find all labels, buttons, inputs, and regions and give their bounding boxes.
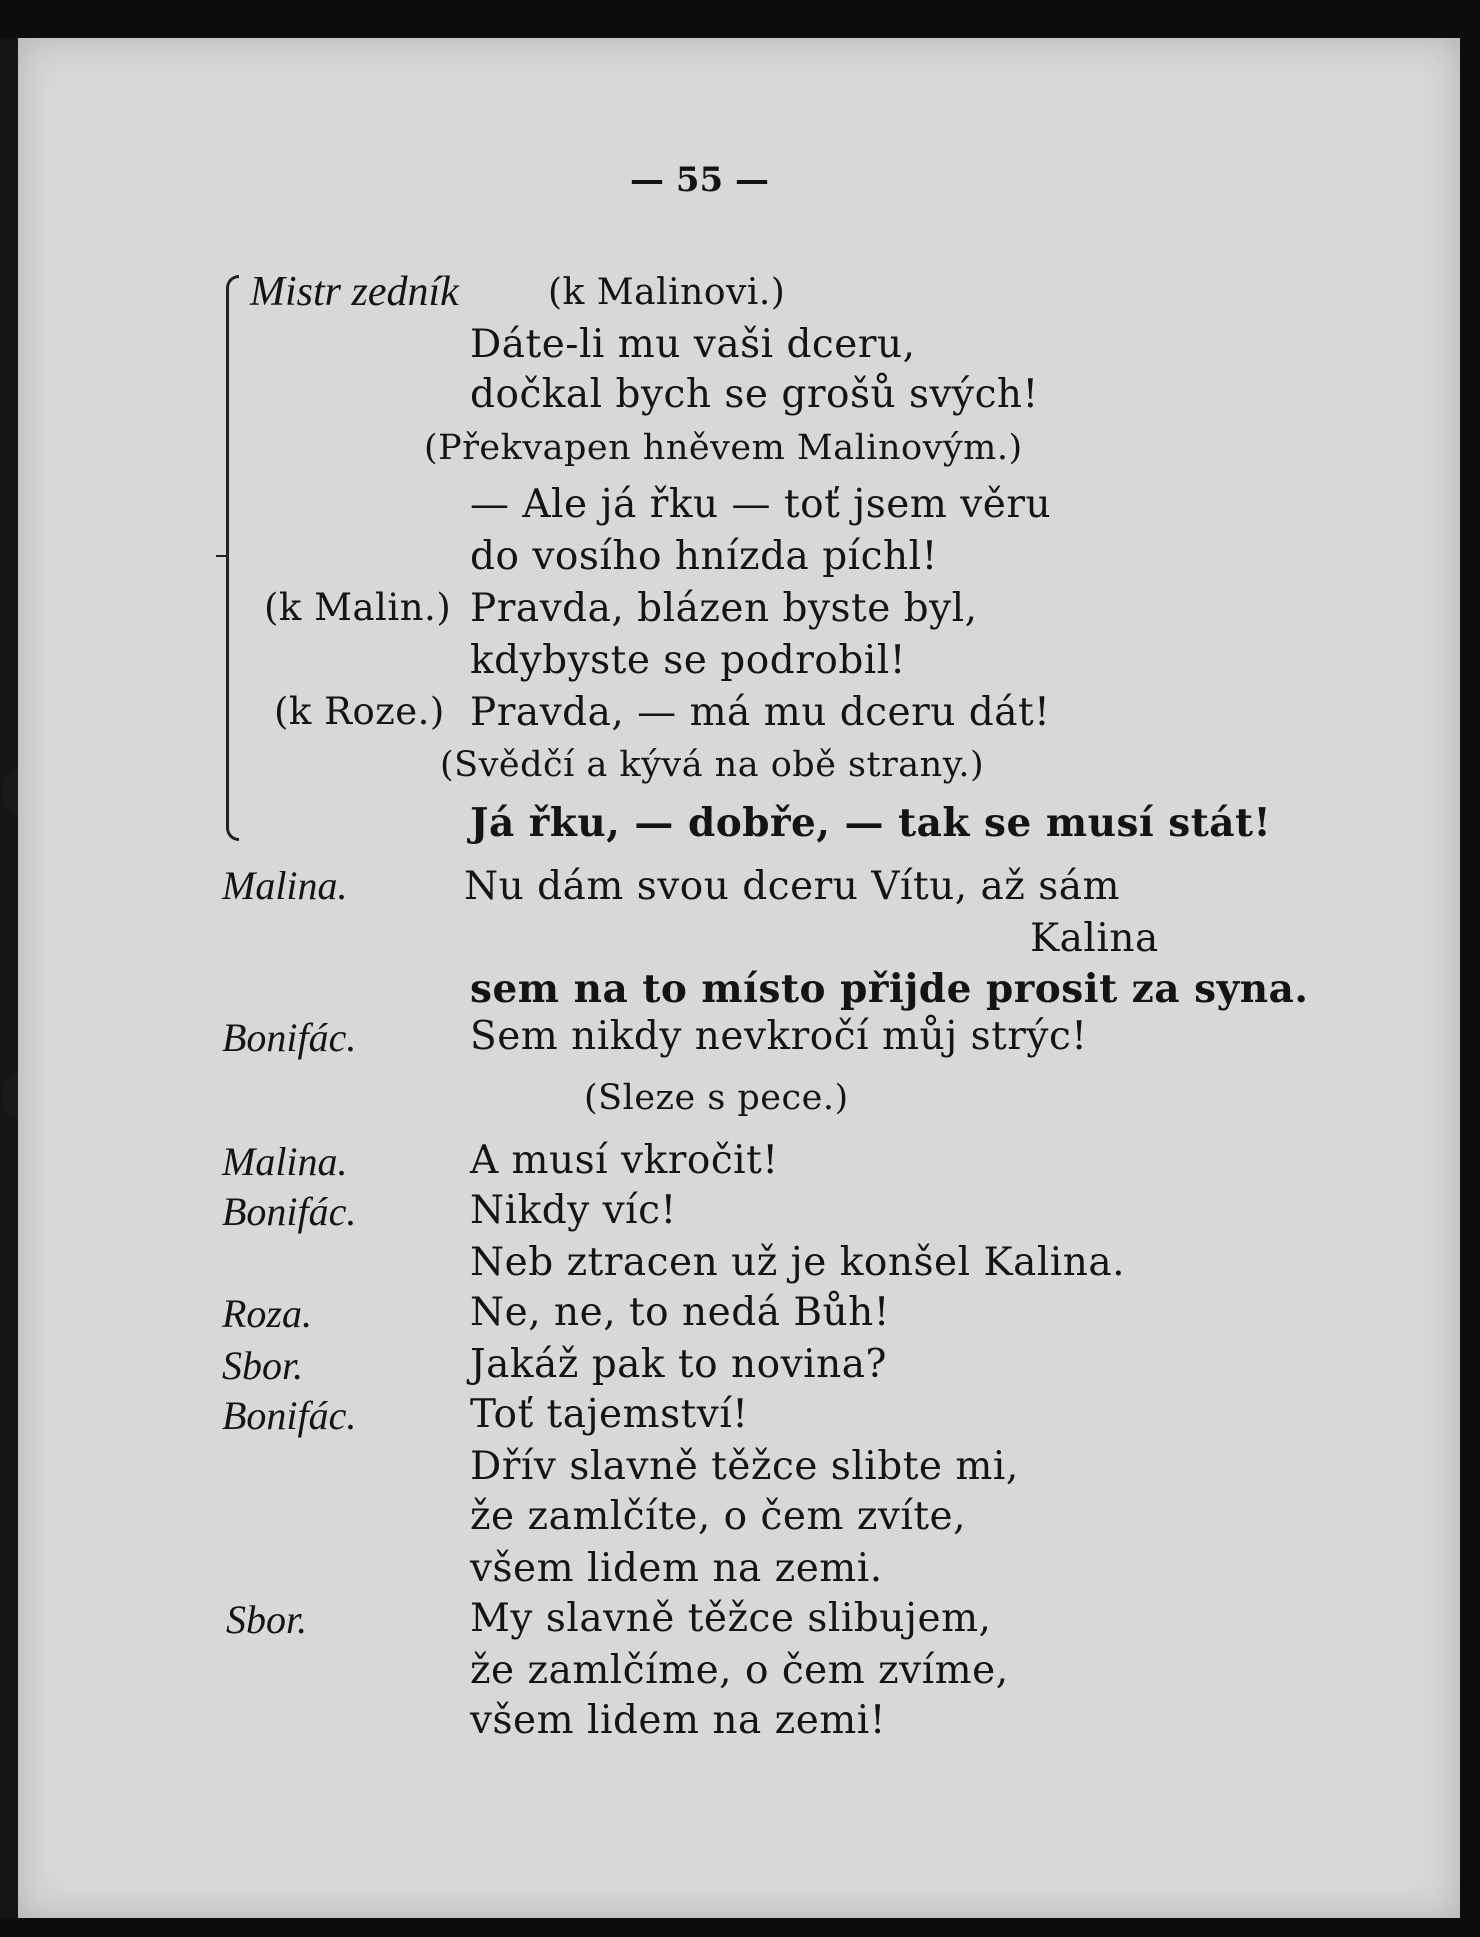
verse-line: dočkal bych se grošů svých!: [470, 372, 1039, 417]
verse-line: Neb ztracen už je konšel Kalina.: [470, 1240, 1126, 1285]
verse-line: — Ale já řku — toť jsem věru: [470, 482, 1052, 527]
verse-line: Nikdy víc!: [470, 1188, 677, 1233]
verse-line: že zamlčíme, o čem zvíme,: [470, 1648, 1009, 1693]
verse-line: Toť tajemství!: [470, 1392, 749, 1437]
speaker-sbor: Sbor.: [222, 1343, 304, 1388]
verse-line: Já řku, — dobře, — tak se musí stát!: [470, 800, 1272, 846]
verse-line: Pravda, — má mu dceru dát!: [470, 690, 1051, 735]
page-number: — 55 —: [630, 160, 769, 200]
speaker-malina: Malina.: [222, 863, 348, 908]
stage-direction: (k Roze.): [274, 690, 445, 733]
verse-line: do vosího hnízda píchl!: [470, 534, 938, 579]
book-spine: [0, 38, 18, 1918]
stage-direction: (k Malinovi.): [548, 272, 786, 313]
verse-line: všem lidem na zemi.: [470, 1546, 883, 1591]
speaker-sbor: Sbor.: [226, 1597, 308, 1642]
speaker-bonifac: Bonifác.: [222, 1393, 357, 1438]
verse-line: A musí vkročit!: [470, 1138, 779, 1183]
verse-line: sem na to místo přijde prosit za syna.: [470, 966, 1309, 1012]
speaker-mistr-zednik: Mistr zedník: [250, 269, 459, 315]
verse-line: všem lidem na zemi!: [470, 1698, 886, 1743]
verse-line: My slavně těžce slibujem,: [470, 1596, 992, 1641]
verse-line: Jakáž pak to novina?: [470, 1342, 887, 1387]
speaker-brace-tip: [216, 555, 228, 557]
verse-line: Ne, ne, to nedá Bůh!: [470, 1290, 890, 1335]
speaker-malina: Malina.: [222, 1139, 348, 1184]
verse-line: Sem nikdy nevkročí můj strýc!: [470, 1014, 1088, 1059]
verse-line: že zamlčíte, o čem zvíte,: [470, 1494, 967, 1539]
verse-line: kdybyste se podrobil!: [470, 638, 906, 683]
stage-direction: (Svědčí a kývá na obě strany.): [440, 745, 985, 785]
verse-line: Pravda, blázen byste byl,: [470, 586, 978, 631]
stage-direction: (Sleze s pece.): [584, 1078, 849, 1118]
speaker-bonifac: Bonifác.: [222, 1189, 357, 1234]
speaker-brace: [226, 275, 239, 841]
speaker-bonifac: Bonifác.: [222, 1015, 357, 1060]
stage-direction: (Překvapen hněvem Malinovým.): [424, 428, 1023, 468]
verse-line: Dáte-li mu vaši dceru,: [470, 322, 916, 367]
speaker-roza: Roza.: [222, 1291, 312, 1336]
verse-line: Dřív slavně těžce slibte mi,: [470, 1444, 1019, 1489]
verse-line: Nu dám svou dceru Vítu, až sám: [464, 864, 1120, 909]
stage-direction: (k Malin.): [264, 586, 452, 629]
verse-line: Kalina: [1030, 916, 1159, 961]
